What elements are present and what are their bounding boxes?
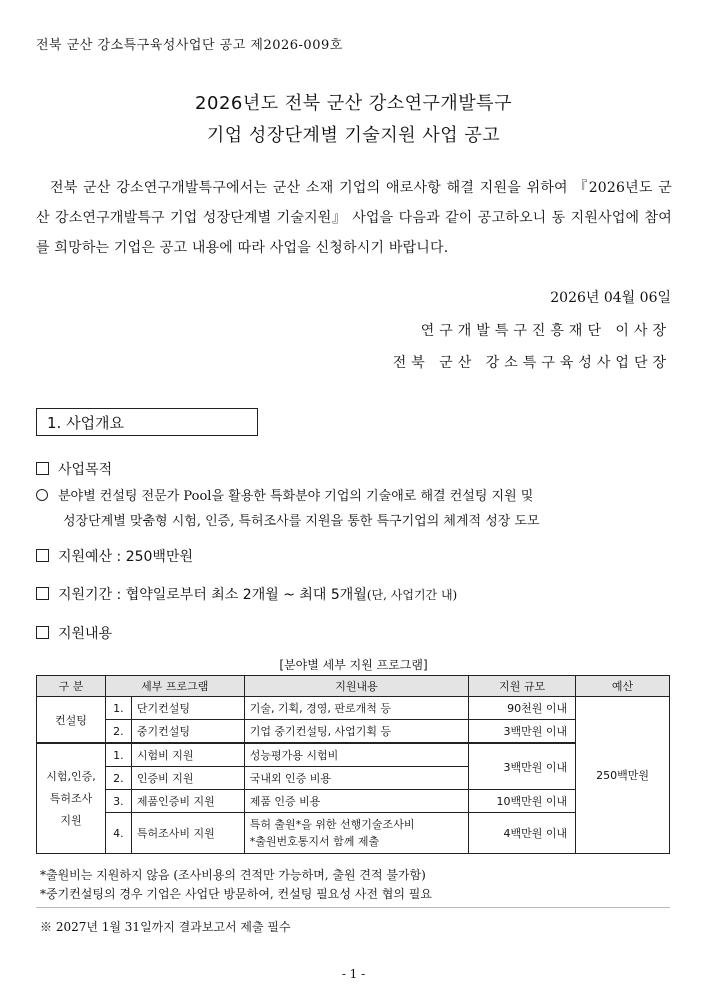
row-scale: 90천원 이내	[469, 697, 576, 720]
section-heading-overview: 1. 사업개요	[36, 408, 258, 436]
page-number: - 1 -	[341, 967, 366, 981]
issuer-line2: 전북 군산 강소특구육성사업단장	[392, 355, 671, 371]
row-number: 2.	[105, 767, 131, 790]
notice-number: 전북 군산 강소특구육성사업단 공고 제2026-009호	[36, 38, 343, 53]
purpose-heading	[36, 459, 112, 479]
row-number: 1.	[105, 743, 131, 767]
header-content: 지원내용	[244, 676, 469, 697]
intro-paragraph	[36, 173, 672, 263]
header-program: 세부 프로그램	[105, 676, 244, 697]
group-consulting: 컨설팅	[37, 697, 106, 744]
purpose-line1	[36, 484, 676, 509]
table-row	[37, 743, 670, 767]
row-scale: 3백만원 이내	[469, 743, 576, 790]
row-program: 인증비 지원	[131, 767, 244, 790]
period-note: (단, 사업기간 내)	[366, 588, 458, 602]
row-program: 특허조사비 지원	[131, 813, 244, 854]
row-number: 4.	[105, 813, 131, 854]
row-content: 제품 인증 비용	[244, 790, 469, 813]
purpose-line2: 성장단계별 맞춤형 시험, 인증, 특허조사를 지원을 통한 특구기업의 체계적 성장 도모	[63, 514, 540, 529]
row-content: 성능평가용 시험비	[244, 743, 469, 767]
header-category: 구 분	[37, 676, 106, 697]
period-text: 지원기간 : 협약일로부터 최소 2개월 ~ 최대 5개월	[58, 587, 367, 603]
divider	[36, 907, 670, 908]
row-program: 시험비 지원	[131, 743, 244, 767]
table-row	[37, 697, 670, 720]
period-heading	[36, 584, 457, 604]
square-bullet-icon	[36, 587, 49, 600]
group-test-cert-patent: 시험,인증, 특허조사 지원	[37, 743, 106, 854]
table-header-row	[37, 676, 670, 697]
report-deadline-note: ※ 2027년 1월 31일까지 결과보고서 제출 필수	[40, 920, 291, 934]
row-program: 중기컨설팅	[131, 720, 244, 744]
header-budget: 예산	[576, 676, 670, 697]
row-program: 제품인증비 지원	[131, 790, 244, 813]
row-number: 3.	[105, 790, 131, 813]
table-row	[37, 813, 670, 854]
intro-text: 전북 군산 강소연구개발특구에서는 군산 소재 기업의 애로사항 해결 지원을 위하여 『2026년도 군산 강소연구개발특구 기업 성장단계별 기술지원』 사업을 다음과 같이 공고하오니 동 지원사업에 참여를 희망하는 기업은 공고 내용에 따라 사업을 신청하시기 바랍니다.	[36, 180, 672, 256]
row-content: 기업 중기컨설팅, 사업기획 등	[244, 720, 469, 744]
header-scale: 지원 규모	[469, 676, 576, 697]
page-title-line2: 기업 성장단계별 기술지원 사업 공고	[206, 125, 501, 146]
footnote-consulting: *중기컨설팅의 경우 기업은 사업단 방문하여, 컨설팅 필요성 사전 협의 필요	[40, 887, 432, 901]
row-content: 특허 출원*을 위한 선행기술조사비 *출원번호통지서 함께 제출	[244, 813, 469, 854]
row-number: 2.	[105, 720, 131, 744]
row-scale: 10백만원 이내	[469, 790, 576, 813]
row-number: 1.	[105, 697, 131, 720]
content-heading	[36, 623, 112, 643]
page-title-line1: 2026년도 전북 군산 강소연구개발특구	[195, 93, 512, 114]
footnote-filing-cost: *출원비는 지원하지 않음 (조사비용의 견적만 가능하며, 출원 견적 불가함)	[40, 868, 426, 882]
total-budget: 250백만원	[576, 697, 670, 854]
issuer-line1: 연구개발특구진흥재단 이사장	[420, 323, 671, 339]
square-bullet-icon	[36, 462, 49, 475]
row-scale: 3백만원 이내	[469, 720, 576, 744]
budget-heading	[36, 546, 193, 566]
purpose-heading-text: 사업목적	[58, 462, 113, 478]
row-content: 기술, 기획, 경영, 판로개척 등	[244, 697, 469, 720]
purpose-line1-text: 분야별 컨설팅 전문가 Pool을 활용한 특화분야 기업의 기술애로 해결 컨설팅 지원 및	[58, 489, 534, 504]
table-title: [분야별 세부 지원 프로그램]	[279, 658, 428, 672]
row-scale: 4백만원 이내	[469, 813, 576, 854]
square-bullet-icon	[36, 549, 49, 562]
square-bullet-icon	[36, 626, 49, 639]
purpose-body	[36, 484, 676, 534]
row-content: 국내외 인증 비용	[244, 767, 469, 790]
content-heading-text: 지원내용	[58, 626, 113, 642]
row-program: 단기컨설팅	[131, 697, 244, 720]
notice-date: 2026년 04월 06일	[550, 290, 671, 306]
circle-bullet-icon	[36, 489, 48, 501]
budget-text: 지원예산 : 250백만원	[58, 549, 194, 565]
program-table	[36, 675, 670, 854]
table-row	[37, 720, 670, 744]
table-row	[37, 790, 670, 813]
